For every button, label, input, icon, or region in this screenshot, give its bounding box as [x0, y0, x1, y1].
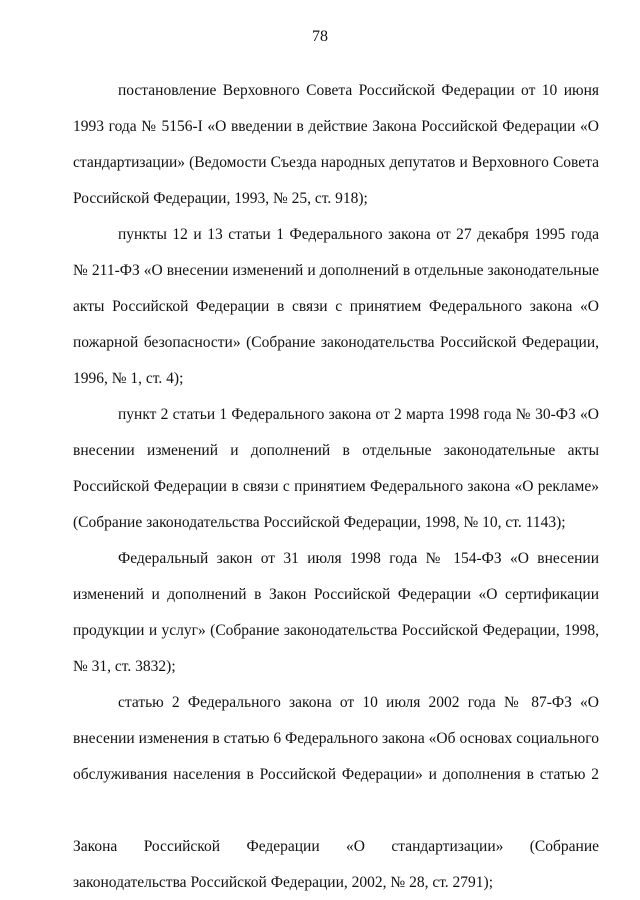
paragraph-4-line-2: изменений и дополнений в Закон Российской Федерации «О сертификации — [73, 586, 599, 603]
paragraph-3-line-2: внесении изменений и дополнений в отдельные законодательные акты — [73, 442, 599, 459]
paragraph-5-line-1: статью 2 Федерального закона от 10 июля 2002 года № 87-ФЗ «О — [118, 694, 599, 711]
paragraph-2-line-5: 1996, № 1, ст. 4); — [73, 370, 184, 387]
paragraph-1-line-2: 1993 года № 5156-I «О введении в действие Закона Российской Федерации «О — [73, 118, 599, 135]
paragraph-1-line-1: постановление Верховного Совета Российской Федерации от 10 июня — [118, 82, 599, 99]
paragraph-1-line-3: стандартизации» (Ведомости Съезда народных депутатов и Верховного Совета — [73, 154, 599, 171]
paragraph-2-line-2: № 211-ФЗ «О внесении изменений и дополнений в отдельные законодательные — [73, 262, 599, 279]
paragraph-5-line-2: внесении изменения в статью 6 Федерального закона «Об основах социального — [73, 730, 599, 747]
paragraph-3-line-3: Российской Федерации в связи с принятием Федерального закона «О рекламе» — [73, 478, 599, 495]
paragraph-3-line-1: пункт 2 статьи 1 Федерального закона от 2 марта 1998 года № 30-ФЗ «О — [118, 406, 599, 423]
paragraph-4-line-1: Федеральный закон от 31 июля 1998 года № 154-ФЗ «О внесении — [118, 550, 599, 567]
paragraph-4-line-4: № 31, ст. 3832); — [73, 658, 176, 675]
paragraph-5-line-4: Закона Российской Федерации «О стандартизации» (Собрание — [73, 838, 599, 855]
paragraph-3-line-4: (Собрание законодательства Российской Федерации, 1998, № 10, ст. 1143); — [73, 514, 566, 531]
paragraph-4-line-3: продукции и услуг» (Собрание законодательства Российской Федерации, 1998, — [73, 622, 599, 639]
paragraph-2-line-1: пункты 12 и 13 статьи 1 Федерального закона от 27 декабря 1995 года — [118, 226, 599, 243]
paragraph-2-line-4: пожарной безопасности» (Собрание законодательства Российской Федерации, — [73, 334, 599, 351]
paragraph-2-line-3: акты Российской Федерации в связи с принятием Федерального закона «О — [73, 298, 599, 315]
paragraph-1-line-4: Российской Федерации, 1993, № 25, ст. 918); — [73, 190, 368, 207]
page-number: 78 — [312, 28, 328, 45]
paragraph-5-line-3: обслуживания населения в Российской Федерации» и дополнения в статью 2 — [73, 766, 599, 783]
paragraph-5-line-5: законодательства Российской Федерации, 2002, № 28, ст. 2791); — [73, 874, 494, 891]
